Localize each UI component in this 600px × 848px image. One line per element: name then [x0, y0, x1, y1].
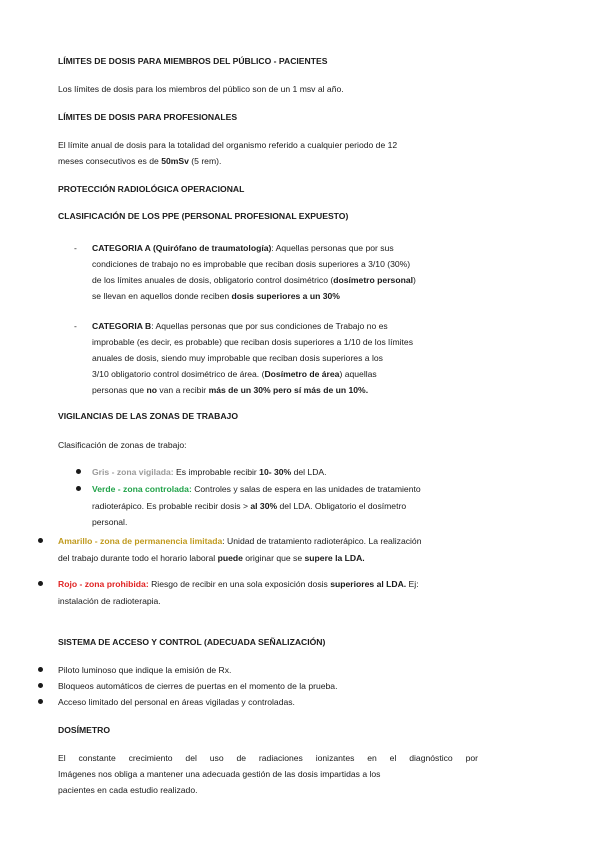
category-a-line-4: se llevan en aquellos donde reciben dosis superiores a un 30%: [92, 291, 340, 301]
public-dose-limit-text: Los límites de dosis para los miembros del público son de un 1 msv al año.: [58, 84, 344, 94]
category-a-line-3: de los límites anuales de dosis, obligatorio control dosimétrico (dosímetro personal): [92, 275, 416, 285]
access-item-text: Piloto luminoso que indique la emisión de Rx.: [58, 665, 232, 675]
category-a-body: [92, 240, 474, 304]
red-zone-line-1: Rojo - zona prohibida: Riesgo de recibir en una sola exposición dosis superiores al LDA. Ej:: [58, 579, 419, 589]
category-b-line-2: improbable (es decir, es probable) que reciban dosis superiores a 1/10 de los límites: [92, 337, 414, 347]
category-b-body: [92, 318, 474, 398]
yellow-zone-line-2: del trabajo durante todo el horario laboral puede originar que se supere la LDA.: [58, 553, 365, 563]
list-item-yellow-zone: [38, 533, 478, 567]
gray-zone-text: Gris - zona vigilada: Es improbable recibir 10- 30% del LDA.: [92, 467, 327, 477]
yellow-zone-line-1: Amarillo - zona de permanencia limitada: Unidad de tratamiento radioterápico. La realización: [58, 536, 422, 546]
heading-professional-dose-limits: LÍMITES DE DOSIS PARA PROFESIONALES: [58, 112, 238, 122]
green-zone-line-3: personal.: [92, 517, 128, 527]
list-item-category-a: [76, 240, 474, 306]
green-zone-line-1: Verde - zona controlada: Controles y salas de espera en las unidades de tratamiento: [92, 484, 421, 494]
bullet-icon: [38, 699, 43, 704]
list-item-red-zone: [38, 576, 478, 610]
access-item-text: Bloqueos automáticos de cierres de puertas en el momento de la prueba.: [58, 681, 338, 691]
heading-access-control-system: SISTEMA DE ACCESO Y CONTROL (ADECUADA SEÑALIZACIÓN): [58, 637, 326, 647]
category-a-line-1: CATEGORIA A (Quirófano de traumatología): Aquellas personas que por sus: [92, 243, 394, 253]
bullet-icon: [76, 486, 81, 491]
zone-classification-intro: Clasificación de zonas de trabajo:: [58, 440, 187, 450]
bullet-icon: [38, 667, 43, 672]
heading-public-dose-limits: LÍMITES DE DOSIS PARA MIEMBROS DEL PÚBLICO - PACIENTES: [58, 56, 328, 66]
category-b-line-4: 3/10 obligatorio control dosimétrico de área. (Dosímetro de área) aquellas: [92, 369, 377, 379]
heading-operational-radiation-protection: PROTECCIÓN RADIOLÓGICA OPERACIONAL: [58, 184, 245, 194]
heading-dosimeter: DOSÍMETRO: [58, 725, 111, 735]
dosimeter-line-3: pacientes en cada estudio realizado.: [58, 785, 198, 795]
dosimeter-line-1: El constante crecimiento del uso de radiaciones ionizantes en el diagnóstico por: [58, 753, 478, 763]
bullet-icon: [38, 538, 43, 543]
heading-work-zone-surveillance: VIGILANCIAS DE LAS ZONAS DE TRABAJO: [58, 411, 239, 421]
professional-dose-limit-line-1: El límite anual de dosis para la totalidad del organismo referido a cualquier periodo de 12: [58, 140, 398, 150]
dash-marker: -: [74, 243, 77, 253]
category-a-line-2: condiciones de trabajo no es improbable que reciban dosis superiores a 3/10 (30%): [92, 259, 411, 269]
red-zone-line-2: instalación de radioterapia.: [58, 596, 161, 606]
heading-ppe-classification: CLASIFICACIÓN DE LOS PPE (PERSONAL PROFESIONAL EXPUESTO): [58, 211, 349, 221]
category-b-line-3: anuales de dosis, siendo muy improbable que reciban dosis superiores a los: [92, 353, 383, 363]
list-item-category-b: [76, 318, 474, 400]
bullet-icon: [38, 683, 43, 688]
bullet-icon: [76, 469, 81, 474]
list-item-green-zone: [76, 481, 476, 531]
green-zone-line-2: radioterápico. Es probable recibir dosis > al 30% del LDA. Obligatorio el dosímetro: [92, 501, 407, 511]
bullet-icon: [38, 581, 43, 586]
professional-dose-limit-line-2: meses consecutivos es de 50mSv (5 rem).: [58, 156, 222, 166]
dash-marker: -: [74, 321, 77, 331]
dosimeter-line-2: Imágenes nos obliga a mantener una adecuada gestión de las dosis impartidas a los: [58, 769, 381, 779]
access-item-text: Acceso limitado del personal en áreas vigiladas y controladas.: [58, 697, 295, 707]
category-b-line-5: personas que no van a recibir más de un 30% pero sí más de un 10%.: [92, 385, 369, 395]
category-b-line-1: CATEGORIA B: Aquellas personas que por sus condiciones de Trabajo no es: [92, 321, 388, 331]
